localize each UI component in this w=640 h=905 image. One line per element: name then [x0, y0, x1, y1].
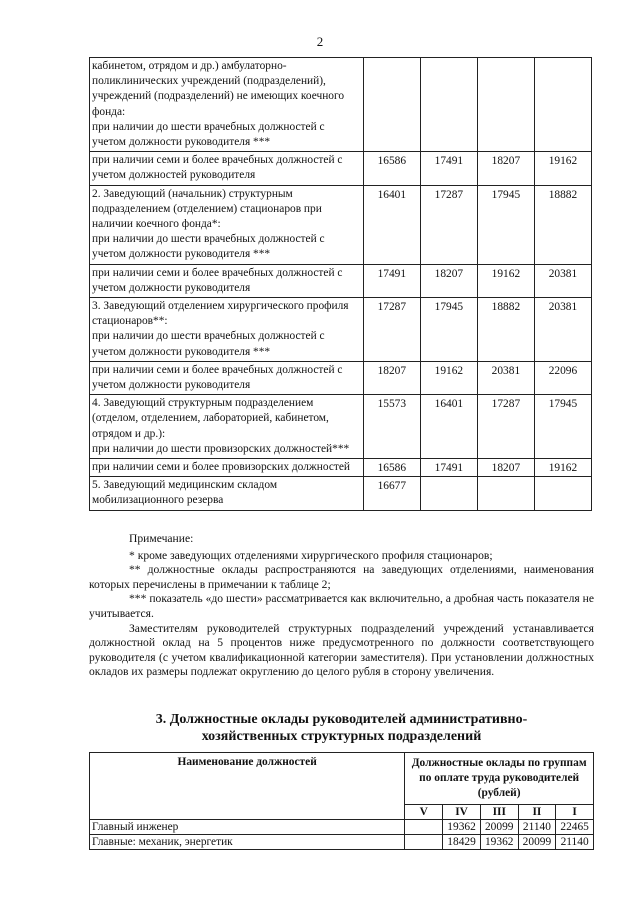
- salary-value: 16401: [420, 395, 477, 459]
- salary-value: 20099: [518, 835, 556, 850]
- salary-value: [534, 58, 591, 152]
- table-row: [90, 264, 592, 297]
- table-row: [90, 459, 592, 477]
- salary-value: 17945: [534, 395, 591, 459]
- section-heading-line-1: 3. Должностные оклады руководителей административно-: [155, 712, 528, 727]
- position-name: при наличии семи и более провизорских должностей: [90, 459, 364, 477]
- table-row: [90, 820, 594, 835]
- salary-value: 15573: [363, 395, 420, 459]
- salary-value: 17945: [420, 298, 477, 362]
- salary-value: 16586: [363, 459, 420, 477]
- page-number: 2: [316, 34, 324, 49]
- section-heading-line-2: хозяйственных структурных подразделений: [201, 729, 482, 744]
- salary-value: 16401: [363, 185, 420, 264]
- position-name: при наличии семи и более врачебных должностей с учетом должности руководителя: [90, 264, 364, 297]
- position-name: 4. Заведующий структурным подразделением (отделом, отделением, лабораторией, кабинетом, отрядом и др.): при наличии до шести провизорских должностей***: [90, 395, 364, 459]
- salary-value: 17287: [420, 185, 477, 264]
- salary-value: 17287: [363, 298, 420, 362]
- table-row: [90, 395, 592, 459]
- salary-value: 22465: [556, 820, 594, 835]
- salary-value: [477, 58, 534, 152]
- position-name: 2. Заведующий (начальник) структурным подразделением (отделением) стационаров при наличии коечного фонда*: при наличии до шести врачебных должностей с учетом должности руководителя ***: [90, 185, 364, 264]
- salary-value: 20381: [534, 298, 591, 362]
- notes-title: Примечание:: [129, 532, 194, 545]
- position-name: кабинетом, отрядом и др.) амбулаторно-поликлинических учреждений (подразделений), учреждений (подразделений) не имеющих коечного фонда: при наличии до шести врачебных должностей с учетом должности руководителя ***: [90, 58, 364, 152]
- table-row: [90, 835, 594, 850]
- section-heading: [89, 711, 594, 745]
- table-row: [90, 152, 592, 185]
- salary-table-heads: [89, 57, 592, 511]
- salary-value: 19162: [534, 459, 591, 477]
- salary-value: 19362: [480, 835, 518, 850]
- salary-value: 20381: [534, 264, 591, 297]
- group-header: II: [518, 805, 556, 820]
- salary-value: [477, 477, 534, 510]
- salary-value: 19362: [443, 820, 481, 835]
- table-row: [90, 58, 592, 152]
- position-name: Главный инженер: [90, 820, 405, 835]
- salary-value: [405, 835, 443, 850]
- position-name: Главные: механик, энергетик: [90, 835, 405, 850]
- position-name: при наличии семи и более врачебных должностей с учетом должности руководителя: [90, 361, 364, 394]
- salary-value: 16677: [363, 477, 420, 510]
- notes-block: [89, 532, 594, 680]
- salary-value: 18429: [443, 835, 481, 850]
- group-header: V: [405, 805, 443, 820]
- salary-value: 19162: [534, 152, 591, 185]
- salary-value: 21140: [518, 820, 556, 835]
- salary-value: 19162: [477, 264, 534, 297]
- salary-value: 18882: [534, 185, 591, 264]
- salary-value: [405, 820, 443, 835]
- header-salary-groups: Должностные оклады по группам по оплате труда руководителей (рублей): [405, 753, 594, 805]
- salary-value: 19162: [420, 361, 477, 394]
- salary-value: 17287: [477, 395, 534, 459]
- salary-value: 22096: [534, 361, 591, 394]
- salary-value: 18207: [477, 152, 534, 185]
- salary-value: [363, 58, 420, 152]
- salary-value: [420, 477, 477, 510]
- salary-table-admin: [89, 752, 594, 850]
- salary-value: 18207: [363, 361, 420, 394]
- table-row: [90, 361, 592, 394]
- note-1: * кроме заведующих отделениями хирургического профиля стационаров;: [129, 548, 493, 562]
- salary-value: [534, 477, 591, 510]
- salary-value: 18207: [420, 264, 477, 297]
- group-header: IV: [443, 805, 481, 820]
- salary-value: 17945: [477, 185, 534, 264]
- salary-value: 17491: [420, 459, 477, 477]
- group-header: I: [556, 805, 594, 820]
- header-position-name: Наименование должностей: [90, 753, 405, 820]
- group-header: III: [480, 805, 518, 820]
- salary-value: 18882: [477, 298, 534, 362]
- table-row: [90, 185, 592, 264]
- salary-value: 17491: [420, 152, 477, 185]
- table-row: [90, 477, 592, 510]
- salary-value: 20381: [477, 361, 534, 394]
- note-3: *** показатель «до шести» рассматривается как включительно, а дробная часть показателя не учитывается.: [89, 592, 594, 620]
- position-name: при наличии семи и более врачебных должностей с учетом должностей руководителя: [90, 152, 364, 185]
- deputy-paragraph: Заместителям руководителей структурных подразделений учреждений устанавливается должностной оклад на 5 процентов ниже предусмотренного по должности соответствующего руководителя (с учетом квалификационной категории заместителя). При установлении должностных окладов их размеры подлежат округлению до целого рубля в сторону увеличения.: [89, 621, 594, 679]
- salary-value: 18207: [477, 459, 534, 477]
- salary-value: [420, 58, 477, 152]
- salary-value: 17491: [363, 264, 420, 297]
- note-2: ** должностные оклады распространяются на заведующих отделениями, наименования которых перечислены в примечании к таблице 2;: [89, 563, 594, 591]
- table-row: [90, 298, 592, 362]
- position-name: 3. Заведующий отделением хирургического профиля стационаров**: при наличии до шести врачебных должностей с учетом должности руководителя ***: [90, 298, 364, 362]
- position-name: 5. Заведующий медицинским складом мобилизационного резерва: [90, 477, 364, 510]
- salary-value: 16586: [363, 152, 420, 185]
- salary-value: 20099: [480, 820, 518, 835]
- salary-value: 21140: [556, 835, 594, 850]
